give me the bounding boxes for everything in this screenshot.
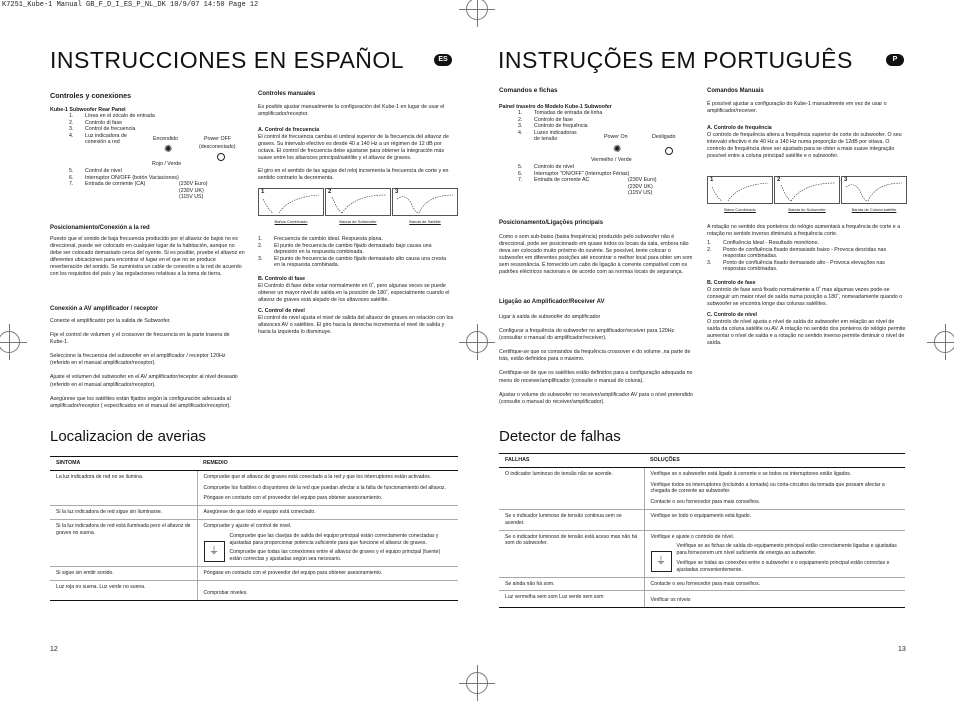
- remedy-cell: Contacte o seu fornecedor para mais conselhos.: [644, 577, 905, 591]
- pt-voltage-list: [628, 177, 657, 197]
- symptom-cell: Luz roja no suena. Luz verde no suena.: [50, 580, 197, 600]
- symptom-cell: Se o indicador luminoso de tensão está aceso mas não há som do subwoofer.: [499, 530, 644, 577]
- symptom-cell: Luz vermelha sem som Luz verde sem som: [499, 591, 644, 608]
- paragraph: Asegúrese que los satélites están fijados según la configuración adecuada al amplificador/receptor ( especificados en el manual del amplificador/receptor).: [50, 395, 231, 409]
- es-voltage-list: [179, 181, 208, 201]
- symptom-cell: Se ainda não há som.: [499, 577, 644, 591]
- pt-freq-text-2: A rotação no sentido dos ponteiros do relógio aumentará a frequência de corte e a rotação no sentido inverso diminuirá a frequência corte.: [707, 224, 901, 238]
- pt-manual-intro: É possível ajustar a configuração do Kube-1 manualmente em vez de usar o amplificador/receiver.: [707, 101, 887, 115]
- table-row: [499, 577, 905, 591]
- es-positioning-heading: Posicionamiento/Conexión a la red: [50, 225, 150, 231]
- list-item: 7. Entrada de corriente (CA): [69, 181, 146, 188]
- es-rear-panel-list-2: [69, 168, 179, 188]
- table-row: [50, 580, 458, 600]
- table-row: [499, 530, 905, 577]
- pt-level-text: O controlo de nível ajusta o nível de saída do subwoofer em relação ao nível de saída da coluna satélite ou AV. A rotação no sentido dos ponteiros do relógio permite aumentar o nível de saída e a rotação no sentido inverso permite diminuir o nível de saída.: [707, 319, 906, 347]
- symptom-cell: Si la luz indicadora de red está iluminada pero el altavoz de graves no suena.: [50, 519, 197, 566]
- es-phase-heading: B. Controlo di fase: [258, 276, 306, 282]
- column-header: SOLUÇÕES: [644, 454, 905, 468]
- crop-mark-icon: [934, 331, 954, 353]
- pt-trouble-table: [499, 453, 905, 608]
- pt-controls-heading: Comandos e fichas: [499, 87, 558, 94]
- pt-rear-panel-list: [518, 110, 602, 143]
- list-item: 2. El punto de frecuencia de cambio fijado demasiado bajo causa una: [258, 242, 432, 249]
- remedy-cell: Comprobar niveles.: [197, 580, 458, 600]
- remedy-cell: Compruebe y ajuste el control de nivel. ⏚ Compruebe que las clavijas de salida del equipo principal están correctamente conectadas y ajustadas para proporcionar potencia suficiente para que funcione el altavoz de graves. Compruebe que todas las conexiones entre el altavoz de graves y el equipo principal (fuente) están correctas y ajustadas según sea necesario.: [197, 519, 458, 566]
- remedy-cell: Verificar os níveis: [644, 591, 905, 608]
- pt-phase-heading: B. Controlo de fase: [707, 280, 756, 286]
- column-header: FALLHAS: [499, 454, 644, 468]
- list-item: 2. Controlo di fase: [69, 119, 123, 126]
- symptom-cell: Si sigue sin emitir sonido.: [50, 566, 197, 580]
- pt-page-title: INSTRUÇÕES EM PORTUGUÊS: [498, 47, 853, 73]
- paragraph: Configurar a frequência do subwoofer no amplificador/receiver para 120Hz (consultar o manual do amplificador/receiver).: [499, 328, 675, 342]
- pt-manual-heading: Comandos Manuais: [707, 88, 764, 94]
- es-page-title: INSTRUCCIONES EN ESPAÑOL: [50, 47, 405, 73]
- pt-phase-text: O controlo de fase será fixado normalmente a 0˚ mas algumas vezes pode-se conseguir um maior nível de saída numa posição a 180˚, nomeadamente quando o subwoofer se encontra longe das colunas satélites.: [707, 287, 903, 308]
- diagram-label: Baños Combinado: [274, 219, 308, 224]
- print-header: K7251_Kube-1 Manual GB_F_D_I_ES_P_NL_DK 10/9/07 14:50 Page 12: [2, 1, 259, 9]
- es-language-badge: ES: [434, 54, 452, 66]
- pt-led-off-label: Desligado: [652, 134, 676, 140]
- list-item: 7. Entrada de corrente AC: [518, 177, 590, 184]
- list-item: de tensão: [534, 136, 558, 143]
- pt-av-heading: Ligação ao Amplificador/Receiver AV: [499, 299, 605, 305]
- table-row: [499, 591, 905, 608]
- voltage-label: (230V Euro): [179, 181, 208, 187]
- list-item: 5. Control de nivel: [69, 168, 122, 174]
- diagram-panel: 1 Baños Combinado: [258, 188, 324, 216]
- symptom-cell: Si la luz indicadora de red sigue sin iluminarse.: [50, 506, 197, 520]
- list-item: 3. Control de frecuencia: [69, 126, 136, 133]
- symptom-cell: La luz indicadora de red no se ilumina.: [50, 470, 197, 505]
- led-off-icon: [217, 153, 225, 161]
- es-level-text: El control de nivel ajusta el nivel de salida del altavoz de graves en relación con los altavoces AV o satélites. El giro hacia la derecha incrementa el nivel de salida y hacia la izquierda lo disminuye.: [258, 315, 454, 336]
- remedy-cell: Verifique e ajuste o controlo de nível. ⏚ Verifique se as fichas de saída do equipamento principal estão correctamente ligadas e ajustadas para fornecerem um nível suficiente de energia ao subwoofer. Verifique se todas as conexões entre o subwoofer e o equipamento principal estão correctas e ajustadas convenientemente.: [644, 530, 905, 577]
- list-item: 3. El punto de frecuencia de cambio fijado demasiado alto causa una cresta: [258, 255, 446, 262]
- es-level-heading: C. Control de nivel: [258, 308, 305, 314]
- list-item: 4. Luzes indicadoras: [518, 129, 577, 136]
- es-page-number: 12: [50, 646, 58, 653]
- es-manual-heading: Controles manuales: [258, 91, 316, 97]
- symptom-cell: Se o indicador luminoso de tensão continua sem se acender.: [499, 509, 644, 530]
- led-on-icon: ✺: [164, 144, 173, 155]
- remedy-cell: Póngase en contacto con el proveedor del equipo para obtener asesoramiento.: [197, 566, 458, 580]
- symptom-cell: O indicador luminoso de tensão não se acende.: [499, 467, 644, 509]
- column-header: SINTOMA: [50, 457, 197, 471]
- pt-freq-text: O controlo de frequência altera a frequência superior de corte do subwoofer. O seu intervalo efectivo é de 40 Hz a 140 Hz numa proporção de 12dB por oitava. O controlo de frequência deve ser ajustado para se obter a mais suave integração possível entre a coluna principal/ satélite e o subwoofer.: [707, 132, 902, 160]
- table-row: [499, 509, 905, 530]
- pt-positioning-heading: Posicionamento/Ligações principais: [499, 220, 604, 226]
- pt-crossover-diagram: [707, 176, 907, 212]
- remedy-cell: Verifique se o subwoofer está ligado à corrente e se todos os interruptores estão ligados. Verifique todos os interruptores (incluindo a tomada) ou corta-circuitos da tomada que possam afectar a chegada de corrente ao subwoofer. Contacte o seu fornecedor para mais conselhos.: [644, 467, 905, 509]
- es-av-heading: Conexión a AV amplificador / receptor: [50, 306, 159, 312]
- paragraph: Fije el control de volumen y el crossover de frecuencia en la parte trasera de Kube-1.: [50, 332, 230, 346]
- pt-led-color-label: Vermelho / Verde: [591, 157, 632, 163]
- column-header: REMEDIO: [197, 457, 458, 471]
- es-freq-text: El control de frecuencia cambia el umbral superior de la frecuencia del altavoz de graves. Su intervalo efectivo es desde 40 a 140 Hz a un régimen de 12 dB por octava. El control de frecuencia debe ajustarse para obtener la integración más suave entre los altavoces principal/satélite y el altavoz de graves.: [258, 134, 449, 162]
- diagram-label: Banda de Coluna satélite: [851, 207, 897, 212]
- pt-rear-panel-list-2: [518, 164, 629, 184]
- list-item: 2. Controlo de fase: [518, 116, 573, 123]
- table-row: [499, 467, 905, 509]
- pt-page-number: 13: [898, 646, 906, 653]
- list-item: 1. Línea en el zócalo de entrada: [69, 113, 155, 119]
- list-item: depresión en la respuesta combinada.: [274, 249, 364, 256]
- diagram-label: Banda de Satélite: [409, 219, 441, 224]
- es-led-off-label: Power OFF: [204, 136, 232, 142]
- voltage-label: (115V US): [179, 194, 204, 201]
- es-phase-text: El Controlo di fase debe estar normalmente en 0˚, pero algunas veces se puede obtener un mayor nivel de salida en la posición de 180˚, especialmente cuando el altavoz de graves está alejado de los altavoces satélite.: [258, 283, 450, 304]
- list-item: respostas combinadas.: [723, 253, 778, 260]
- crop-mark-icon: [466, 331, 488, 353]
- es-led-color-label: Rojo / Verde: [152, 161, 182, 167]
- led-off-icon: [665, 147, 673, 155]
- es-freq-list: [258, 236, 446, 269]
- table-row: [50, 566, 458, 580]
- list-item: 6. Interruptor "ON/OFF" (Interruptor Férias): [518, 170, 630, 177]
- pt-level-heading: C. Controlo de nível: [707, 312, 758, 318]
- es-trouble-title: Localizacion de averias: [50, 428, 206, 445]
- es-freq-text-2: El giro en el sentido de las agujas del reloj incrementa la frecuencia de corte y en sentido contrario la decrementa.: [258, 168, 449, 182]
- voltage-label: (230V UK): [179, 187, 204, 194]
- pt-freq-heading: A. Controlo de frequência: [707, 125, 772, 131]
- es-controls-heading: Controles y conexiones: [50, 91, 132, 100]
- es-led-off-label-2: (desconectado): [199, 144, 236, 150]
- list-item: 2. Ponto de confluência fixado demasiado baixo - Provoca descidas nas: [707, 246, 887, 253]
- list-item: respostas combinadas.: [723, 266, 778, 273]
- es-positioning-text: Puesto que el sonido de baja frecuencia producido por el altavoz de bajos no es direccional, puede ser colocado en cualquier lugar de la habitación, aunque no debe ser colocado demasiado cerca del oyente. Si es posible, pruebe el altavoz en diferentes ubicaciones para encontrar el lugar en el que no se produce reverberación del sonido. Se suministra un cable de conexión a la red de acuerdo con los requisitos del país y las regulaciones relativas a la toma de tierra.: [50, 236, 245, 278]
- diagram-panel: 2 Banda de Subwoofer: [325, 188, 391, 216]
- list-item: 5. Controlo de nível: [518, 164, 575, 170]
- list-item: 1. Tomadas de entrada de linha: [518, 110, 603, 116]
- pt-language-badge: P: [886, 54, 904, 66]
- led-on-icon: ✺: [613, 144, 622, 155]
- pt-positioning-text: Como o som sub-baixo (baixa frequência) produzido pelo subwoofer não é direccional, pode ser posicionado em quase todos os locais da sala, embora não deva ser colocado muito próximo do ouvinte. Se possível, tente colocar o subwoofer em diferentes posições até encontrar o melhor local para obter um som sem ressonância. É fornecido um cabo de ligação à corrente compatível com os padrões eléctricos nacionais e de acordo com as normas locais de segurança.: [499, 234, 693, 276]
- table-row: [50, 506, 458, 520]
- paragraph: Ligar à saída de subwoofer do amplificador: [499, 314, 601, 320]
- es-rear-panel-title: Kube-1 Subwoofer Rear Panel: [50, 107, 126, 113]
- es-av-section: [50, 318, 245, 410]
- paragraph: Ajustar o volume do subwoofer no receiver/amplificador AV para o nível pretendido (consulte o manual do receiver/amplificador).: [499, 391, 693, 405]
- voltage-label: (230V UK): [628, 183, 653, 190]
- diagram-label: Banda de Subwoofer: [339, 219, 377, 224]
- es-freq-heading: A. Control de frecuencia: [258, 127, 320, 133]
- list-item: 3. Controlo de frequência: [518, 123, 588, 130]
- plug-connection-icon: ⏚: [204, 541, 225, 562]
- table-row: [50, 519, 458, 566]
- voltage-label: (230V Euro): [628, 177, 657, 183]
- diagram-label: Banda do Subwoofer: [788, 207, 826, 212]
- list-item: en la respuesta combinada.: [274, 262, 340, 269]
- diagram-panel: 3 Banda de Coluna satélite: [841, 176, 907, 204]
- paragraph: Ajuste el volumen del subwoofer en el AV amplificador/receptor al nivel deseado (referido en el manual amplificador/receptor).: [50, 374, 238, 388]
- diagram-panel: 2 Banda do Subwoofer: [774, 176, 840, 204]
- list-item: 6. Interruptor ON/OFF (botón Vaciaciones): [69, 174, 179, 181]
- list-item: 3. Ponto de confluência fixado demasiado alto - Provoca elevações nas: [707, 259, 885, 266]
- diagram-panel: 1 Baixo Combinado: [707, 176, 773, 204]
- diagram-label: Baixo Combinado: [724, 207, 756, 212]
- paragraph: Certifique-se de que os satélites estão definidos para a configuração adequada no menu do receiver/amplificador (consulte o manual do coluna).: [499, 370, 693, 384]
- remedy-cell: Asegúrese de que todo el equipo está conectado.: [197, 506, 458, 520]
- es-crossover-diagram: [258, 188, 458, 224]
- table-row: [50, 470, 458, 505]
- pt-freq-list: [707, 240, 886, 273]
- list-item: 1. Confluência Ideal - Resultado monótono.: [707, 240, 819, 246]
- pt-led-on-label: Power On: [604, 134, 628, 140]
- list-item: 1. Frecuencia de cambio ideal. Respuesta plana.: [258, 236, 383, 242]
- paragraph: Certifique-se que os comandos da frequência crossover e do volume ,na parte de trás, estão definidos para o máximo.: [499, 349, 691, 363]
- voltage-label: (115V US): [628, 190, 653, 197]
- remedy-cell: Verifique se todo o equipamento está ligado.: [644, 509, 905, 530]
- diagram-panel: 3 Banda de Satélite: [392, 188, 458, 216]
- plug-connection-icon: ⏚: [651, 551, 672, 572]
- list-item: conexión a red: [85, 139, 120, 146]
- es-led-on-label: Encendido: [153, 136, 179, 142]
- remedy-cell: Compruebe que el altavoz de graves está conectado a la red y que los interruptores están activados. Compruebe los fusibles o disyuntores de la red que puedan afectar a la falta de funcionamiento del altavoz. Póngase en contacto con el proveedor del equipo para obtener asesoramiento.: [197, 470, 458, 505]
- es-rear-panel-list: [69, 113, 155, 146]
- es-manual-intro: Es posible ajustar manualmente la configuración del Kube-1 en lugar de usar el amplificador/receptor.: [258, 104, 445, 118]
- crop-mark-icon: [466, 0, 488, 20]
- pt-av-section: [499, 314, 695, 406]
- crop-mark-icon: [0, 331, 20, 353]
- paragraph: Conecte el amplificador por la salida de Subwoofer.: [50, 318, 171, 324]
- pt-rear-panel-title: Painel traseiro do Modelo Kube-1 Subwoofer: [499, 104, 612, 110]
- es-trouble-table: [50, 456, 458, 601]
- list-item: 4. Luz indicadora de: [69, 132, 127, 139]
- paragraph: Seleccione la frecuencia del subwoofer en el amplificador / receptor 120Hz (referido en el manual amplificador/receptor).: [50, 353, 226, 367]
- pt-trouble-title: Detector de falhas: [499, 428, 621, 445]
